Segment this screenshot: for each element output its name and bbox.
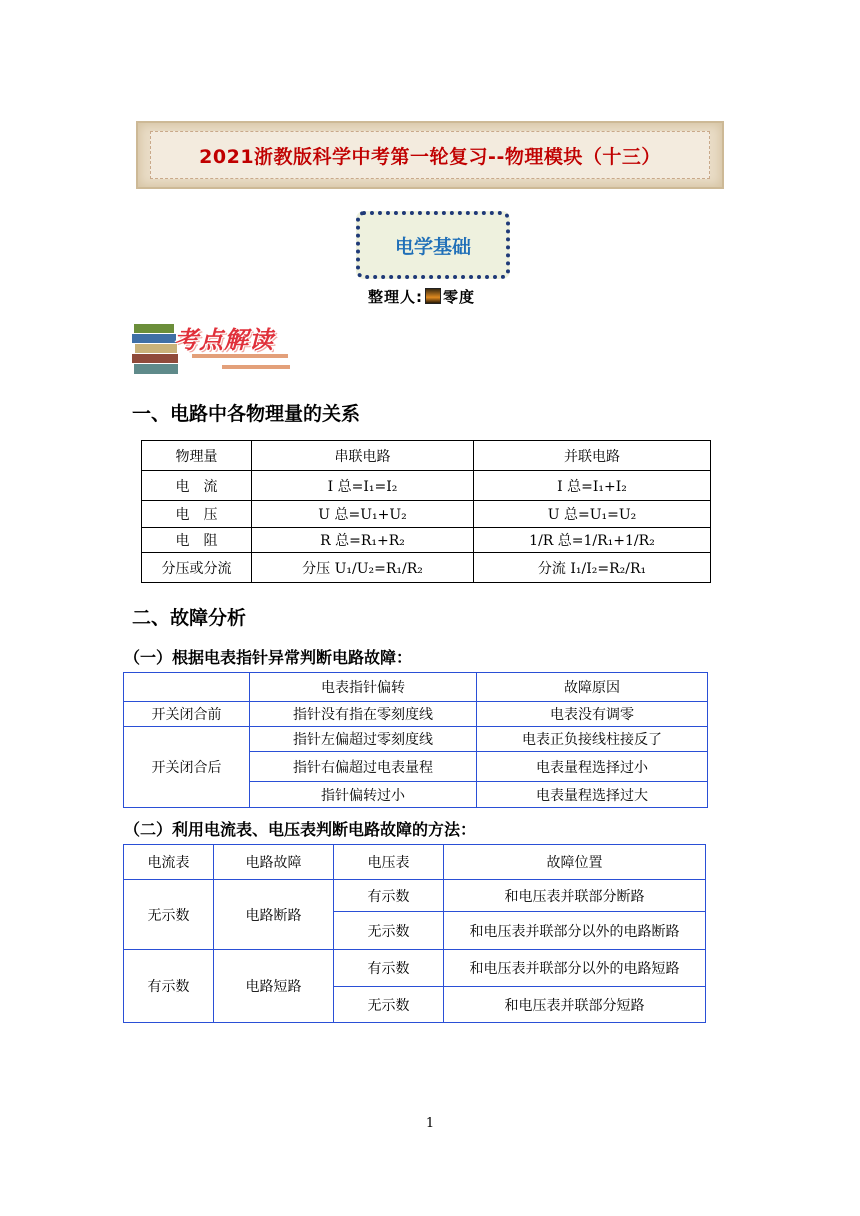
table-row	[142, 501, 711, 528]
table-cell: 电表没有调零	[477, 702, 708, 727]
table-cell: 分压 U₁/U₂=R₁/R₂	[252, 553, 474, 583]
title-banner	[136, 121, 724, 189]
table-header-cell: 电表指针偏转	[250, 673, 477, 702]
organizer-line	[368, 285, 475, 307]
table-header-cell: 电压表	[334, 845, 444, 880]
table-header-cell: 电流表	[124, 845, 214, 880]
table-header-cell	[124, 673, 250, 702]
table-cell: R 总=R₁+R₂	[252, 528, 474, 553]
table-cell: 分流 I₁/I₂=R₂/R₁	[474, 553, 711, 583]
table-cell: U 总=U₁+U₂	[252, 501, 474, 528]
table-cell: 电路断路	[214, 880, 334, 950]
table-cell: 分压或分流	[142, 553, 252, 583]
table-row	[124, 880, 706, 912]
table-cell: 无示数	[334, 987, 444, 1023]
table-header-row	[142, 441, 711, 471]
topic-box	[356, 211, 510, 279]
fault-location-table	[123, 844, 706, 1023]
table-row	[124, 950, 706, 987]
table-cell: 开关闭合前	[124, 702, 250, 727]
sub1-heading: （一）根据电表指针异常判断电路故障：	[124, 648, 413, 667]
logo-text: 考点解读	[174, 326, 274, 354]
topic-title: 电学基础	[394, 235, 471, 258]
meter-pointer-table	[123, 672, 708, 808]
table-header-row	[124, 673, 708, 702]
table-cell: 电 阻	[142, 528, 252, 553]
table-cell: 和电压表并联部分短路	[444, 987, 706, 1023]
table-cell: 指针右偏超过电表量程	[250, 752, 477, 782]
table-row	[124, 702, 708, 727]
table-cell: I 总=I₁+I₂	[474, 471, 711, 501]
title-banner-inner	[150, 131, 710, 179]
table-cell: 电 流	[142, 471, 252, 501]
table-cell: 和电压表并联部分以外的电路断路	[444, 912, 706, 950]
table-header-cell: 物理量	[142, 441, 252, 471]
table-cell: 开关闭合后	[124, 727, 250, 808]
table-header-cell: 故障原因	[477, 673, 708, 702]
table-header-cell: 电路故障	[214, 845, 334, 880]
organizer-label: 整理人:	[368, 287, 423, 306]
table-cell: 电表量程选择过小	[477, 752, 708, 782]
table-cell: 电表正负接线柱接反了	[477, 727, 708, 752]
page-number: 1	[425, 1116, 435, 1131]
quantities-table	[141, 440, 711, 583]
table-header-row	[124, 845, 706, 880]
document-title: 2021浙教版科学中考第一轮复习--物理模块（十三）	[199, 145, 661, 168]
table-header-cell: 故障位置	[444, 845, 706, 880]
table-row	[142, 528, 711, 553]
table-header-cell: 串联电路	[252, 441, 474, 471]
section2-heading: 二、故障分析	[132, 607, 247, 629]
table-cell: 电 压	[142, 501, 252, 528]
table-row	[124, 727, 708, 752]
table-cell: 电路短路	[214, 950, 334, 1023]
table-row	[142, 553, 711, 583]
table-cell: 无示数	[124, 880, 214, 950]
table-cell: U 总=U₁=U₂	[474, 501, 711, 528]
table-cell: 有示数	[124, 950, 214, 1023]
section-logo	[132, 318, 296, 378]
table-cell: 无示数	[334, 912, 444, 950]
table-header-cell: 并联电路	[474, 441, 711, 471]
table-cell: 和电压表并联部分断路	[444, 880, 706, 912]
table-cell: 指针左偏超过零刻度线	[250, 727, 477, 752]
table-cell: I 总=I₁=I₂	[252, 471, 474, 501]
table-cell: 电表量程选择过大	[477, 782, 708, 808]
table-cell: 指针偏转过小	[250, 782, 477, 808]
table-cell: 和电压表并联部分以外的电路短路	[444, 950, 706, 987]
organizer-name: 零度	[443, 287, 476, 306]
table-cell: 有示数	[334, 950, 444, 987]
sub2-heading: （二）利用电流表、电压表判断电路故障的方法：	[124, 820, 477, 839]
section1-heading: 一、电路中各物理量的关系	[132, 403, 361, 425]
table-cell: 指针没有指在零刻度线	[250, 702, 477, 727]
table-row	[142, 471, 711, 501]
table-cell: 1/R 总=1/R₁+1/R₂	[474, 528, 711, 553]
table-cell: 有示数	[334, 880, 444, 912]
sunset-icon	[425, 288, 441, 304]
